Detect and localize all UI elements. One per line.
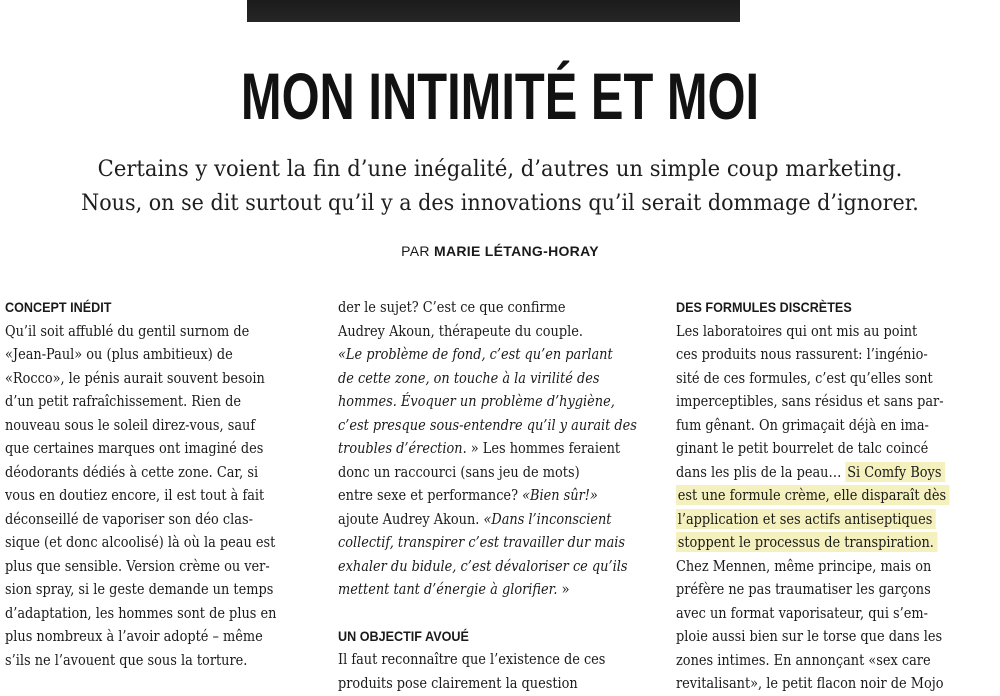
quote-line: hommes. Évoquer un problème d’hygiène, <box>338 392 615 410</box>
highlighted-text: est une formule crème, elle disparaît dès <box>676 485 950 505</box>
text-fragment: dans les plis de la peau… <box>676 462 846 481</box>
quote-fragment: troubles d’érection. <box>338 439 467 457</box>
text-line: ploie aussi bien sur le torse que dans les <box>676 627 943 645</box>
text-line: revitalisant», le petit flacon noir de Mojo <box>676 674 944 692</box>
byline-prefix: PAR <box>401 243 430 259</box>
text-line: plus que sensible. Version crème ou ver- <box>5 556 270 575</box>
text-fragment: entre sexe et performance? <box>338 486 523 504</box>
article-subtitle <box>0 153 1000 221</box>
text-line: der le sujet? C’est ce que confirme <box>338 298 566 316</box>
column-2 <box>338 296 646 695</box>
text-line: Les laboratoires qui ont mis au point <box>676 321 918 340</box>
text-line: que certaines marques ont imaginé des <box>5 439 264 457</box>
quote-line: collectif, transpirer c’est travailler dur mais <box>338 533 626 551</box>
text-line: d’adaptation, les hommes sont de plus en <box>5 603 277 622</box>
text-line: déconseillé de vaporiser son déo clas- <box>5 509 253 528</box>
highlighted-line <box>676 484 947 508</box>
text-line: s’ils ne l’avouent que sous la torture. <box>5 650 248 669</box>
text-line: zones intimes. En annonçant «sex care <box>676 650 931 669</box>
subtitle-line: Nous, on se dit surtout qu’il y a des innovations qu’il serait dommage d’ignorer. <box>81 191 919 216</box>
text-fragment: » Les hommes feraient <box>470 439 621 457</box>
highlighted-text: Si Comfy Boys <box>846 462 945 482</box>
subtitle-line: Certains y voient la fin d’une inégalité, d’autres un simple coup marketing. <box>97 157 903 182</box>
highlighted-text: l’application et ses actifs antiseptiques <box>676 509 936 529</box>
text-line <box>338 437 621 461</box>
text-line: fum gênant. On grimaçait déjà en ima- <box>676 415 929 434</box>
text-fragment: ajoute Audrey Akoun. <box>338 509 484 528</box>
text-line: préfère ne pas traumatiser les garçons <box>676 580 931 598</box>
section-heading: UN OBJECTIF AVOUÉ <box>338 627 469 644</box>
section-heading: DES FORMULES DISCRÈTES <box>676 299 852 315</box>
text-line: Il faut reconnaître que l’existence de ces <box>338 650 606 668</box>
text-line: plus nombreux à l’avoir adopté – même <box>5 627 263 645</box>
text-line <box>338 508 612 532</box>
text-line: donc un raccourci (sans jeu de mots) <box>338 462 580 481</box>
byline-author: MARIE LÉTANG-HORAY <box>434 243 599 259</box>
text-line: sion spray, si le geste demande un temps <box>5 580 274 598</box>
text-line: sité de ces formules, c’est qu’elles sont <box>676 368 933 387</box>
text-line: vous en doutiez encore, il est tout à fait <box>5 486 265 504</box>
quote-fragment: «Dans l’inconscient <box>483 509 612 528</box>
byline <box>0 243 1000 259</box>
column-1 <box>5 296 308 672</box>
highlighted-text: stoppent le processus de transpiration. <box>676 532 937 552</box>
highlighted-line <box>676 531 943 555</box>
text-fragment: » <box>557 580 570 598</box>
column-3 <box>676 296 986 696</box>
text-line: «Jean-Paul» ou (plus ambitieux) de <box>5 345 233 363</box>
text-line: Chez Mennen, même principe, mais on <box>676 556 932 575</box>
quote-line: exhaler du bidule, c’est dévaloriser ce qu’ils <box>338 556 628 575</box>
quote-line: de cette zone, on touche à la virilité des <box>338 368 600 387</box>
article-title: MON INTIMITÉ ET MOI <box>240 59 760 133</box>
text-line: ces produits nous rassurent: l’ingénio- <box>676 345 928 363</box>
text-line: sique (et donc alcoolisé) là où la peau est <box>5 533 276 551</box>
quote-fragment: «Bien sûr!» <box>522 486 598 504</box>
text-line: ginant le petit bourrelet de talc coincé <box>676 439 929 457</box>
text-line: produits pose clairement la question <box>338 673 578 692</box>
text-line: imperceptibles, sans résidus et sans par- <box>676 392 944 410</box>
quote-fragment: mettent tant d’énergie à glorifier. <box>338 580 558 598</box>
text-line: Qu’il soit affublé du gentil surnom de <box>5 321 250 340</box>
top-photo-band <box>247 0 740 22</box>
text-line <box>676 461 943 485</box>
text-line: avec un format vaporisateur, qui s’em- <box>676 603 928 622</box>
quote-line: c’est presque sous-entendre qu’il y aurait des <box>338 415 637 434</box>
text-line: déodorants dédiés à cette zone. Car, si <box>5 462 259 481</box>
highlighted-line <box>676 508 943 532</box>
text-line: «Rocco», le pénis aurait souvent besoin <box>5 368 265 387</box>
text-line: Audrey Akoun, thérapeute du couple. <box>338 321 583 340</box>
quote-line: «Le problème de fond, c’est qu’en parlant <box>338 345 613 363</box>
text-line: nouveau sous le soleil direz-vous, sauf <box>5 415 256 434</box>
text-line <box>338 578 603 602</box>
paragraph-gap <box>338 602 646 625</box>
text-line: d’un petit rafraîchissement. Rien de <box>5 392 242 410</box>
text-line <box>338 484 603 508</box>
section-heading: CONCEPT INÉDIT <box>5 299 112 315</box>
